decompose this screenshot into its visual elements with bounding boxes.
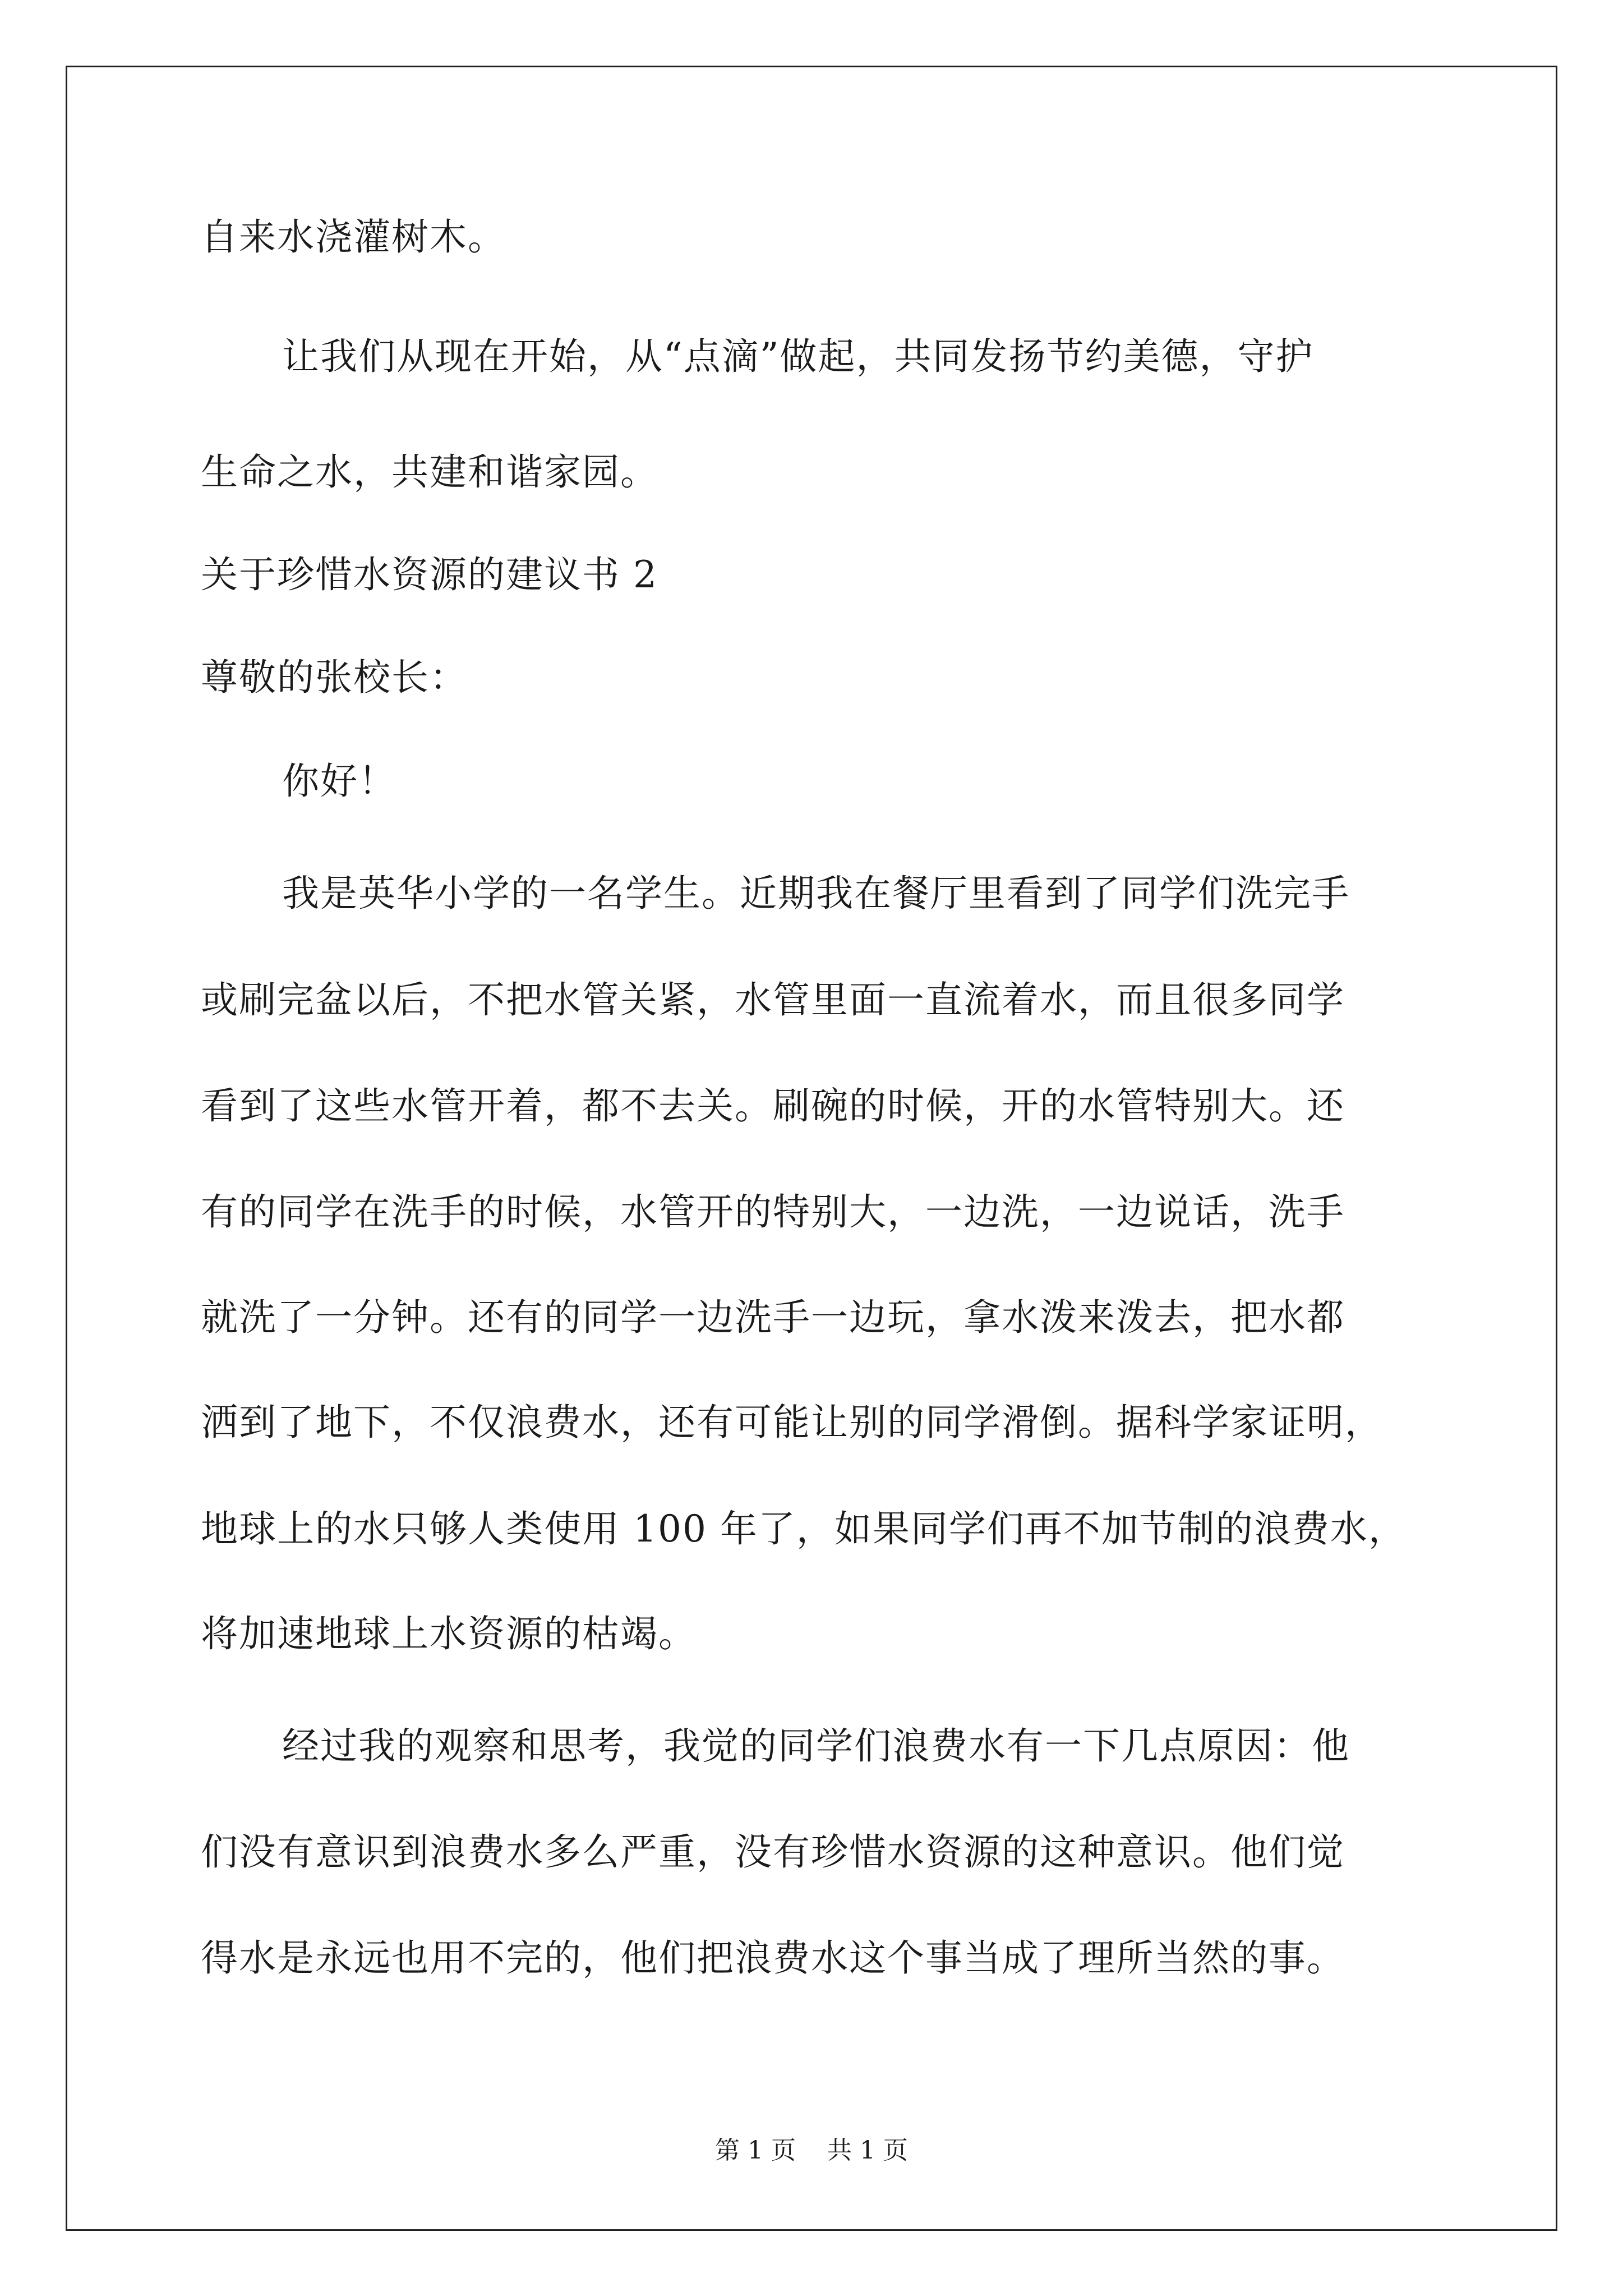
page-footer: 第 1 页 共 1 页 [715,2136,908,2165]
text-line-9: 看到了这些水管开着，都不去关。刷碗的时候，开的水管特别大。还 [201,1084,1345,1128]
page-border [66,66,1557,2231]
text-line-12: 洒到了地下，不仅浪费水，还有可能让别的同学滑倒。据科学家证明， [201,1401,1383,1444]
salutation: 尊敬的张校长： [201,656,468,699]
text-line-13: 地球上的水只够人类使用 100 年了，如果同学们再不加节制的浪费水， [201,1507,1407,1550]
text-line-8: 或刷完盆以后，不把水管关紧，水管里面一直流着水，而且很多同学 [201,978,1345,1022]
text-line-2: 让我们从现在开始，从“点滴”做起，共同发扬节约美德，守护 [282,335,1314,378]
text-line-7: 我是英华小学的一名学生。近期我在餐厅里看到了同学们洗完手 [282,872,1350,915]
text-line-14: 将加速地球上水资源的枯竭。 [201,1612,697,1655]
text-line-1: 自来水浇灌树木。 [201,215,506,259]
text-line-11: 就洗了一分钟。还有的同学一边洗手一边玩，拿水泼来泼去，把水都 [201,1296,1345,1339]
text-line-15: 经过我的观察和思考，我觉的同学们浪费水有一下几点原因：他 [282,1724,1350,1768]
text-line-16: 们没有意识到浪费水多么严重，没有珍惜水资源的这种意识。他们觉 [201,1830,1345,1874]
greeting: 你好！ [282,760,396,803]
text-line-17: 得水是永远也用不完的，他们把浪费水这个事当成了理所当然的事。 [201,1936,1345,1980]
text-line-3: 生命之水，共建和谐家园。 [201,450,658,494]
text-line-10: 有的同学在洗手的时候，水管开的特别大，一边洗，一边说话，洗手 [201,1190,1345,1234]
section-heading: 关于珍惜水资源的建议书 2 [201,553,658,596]
